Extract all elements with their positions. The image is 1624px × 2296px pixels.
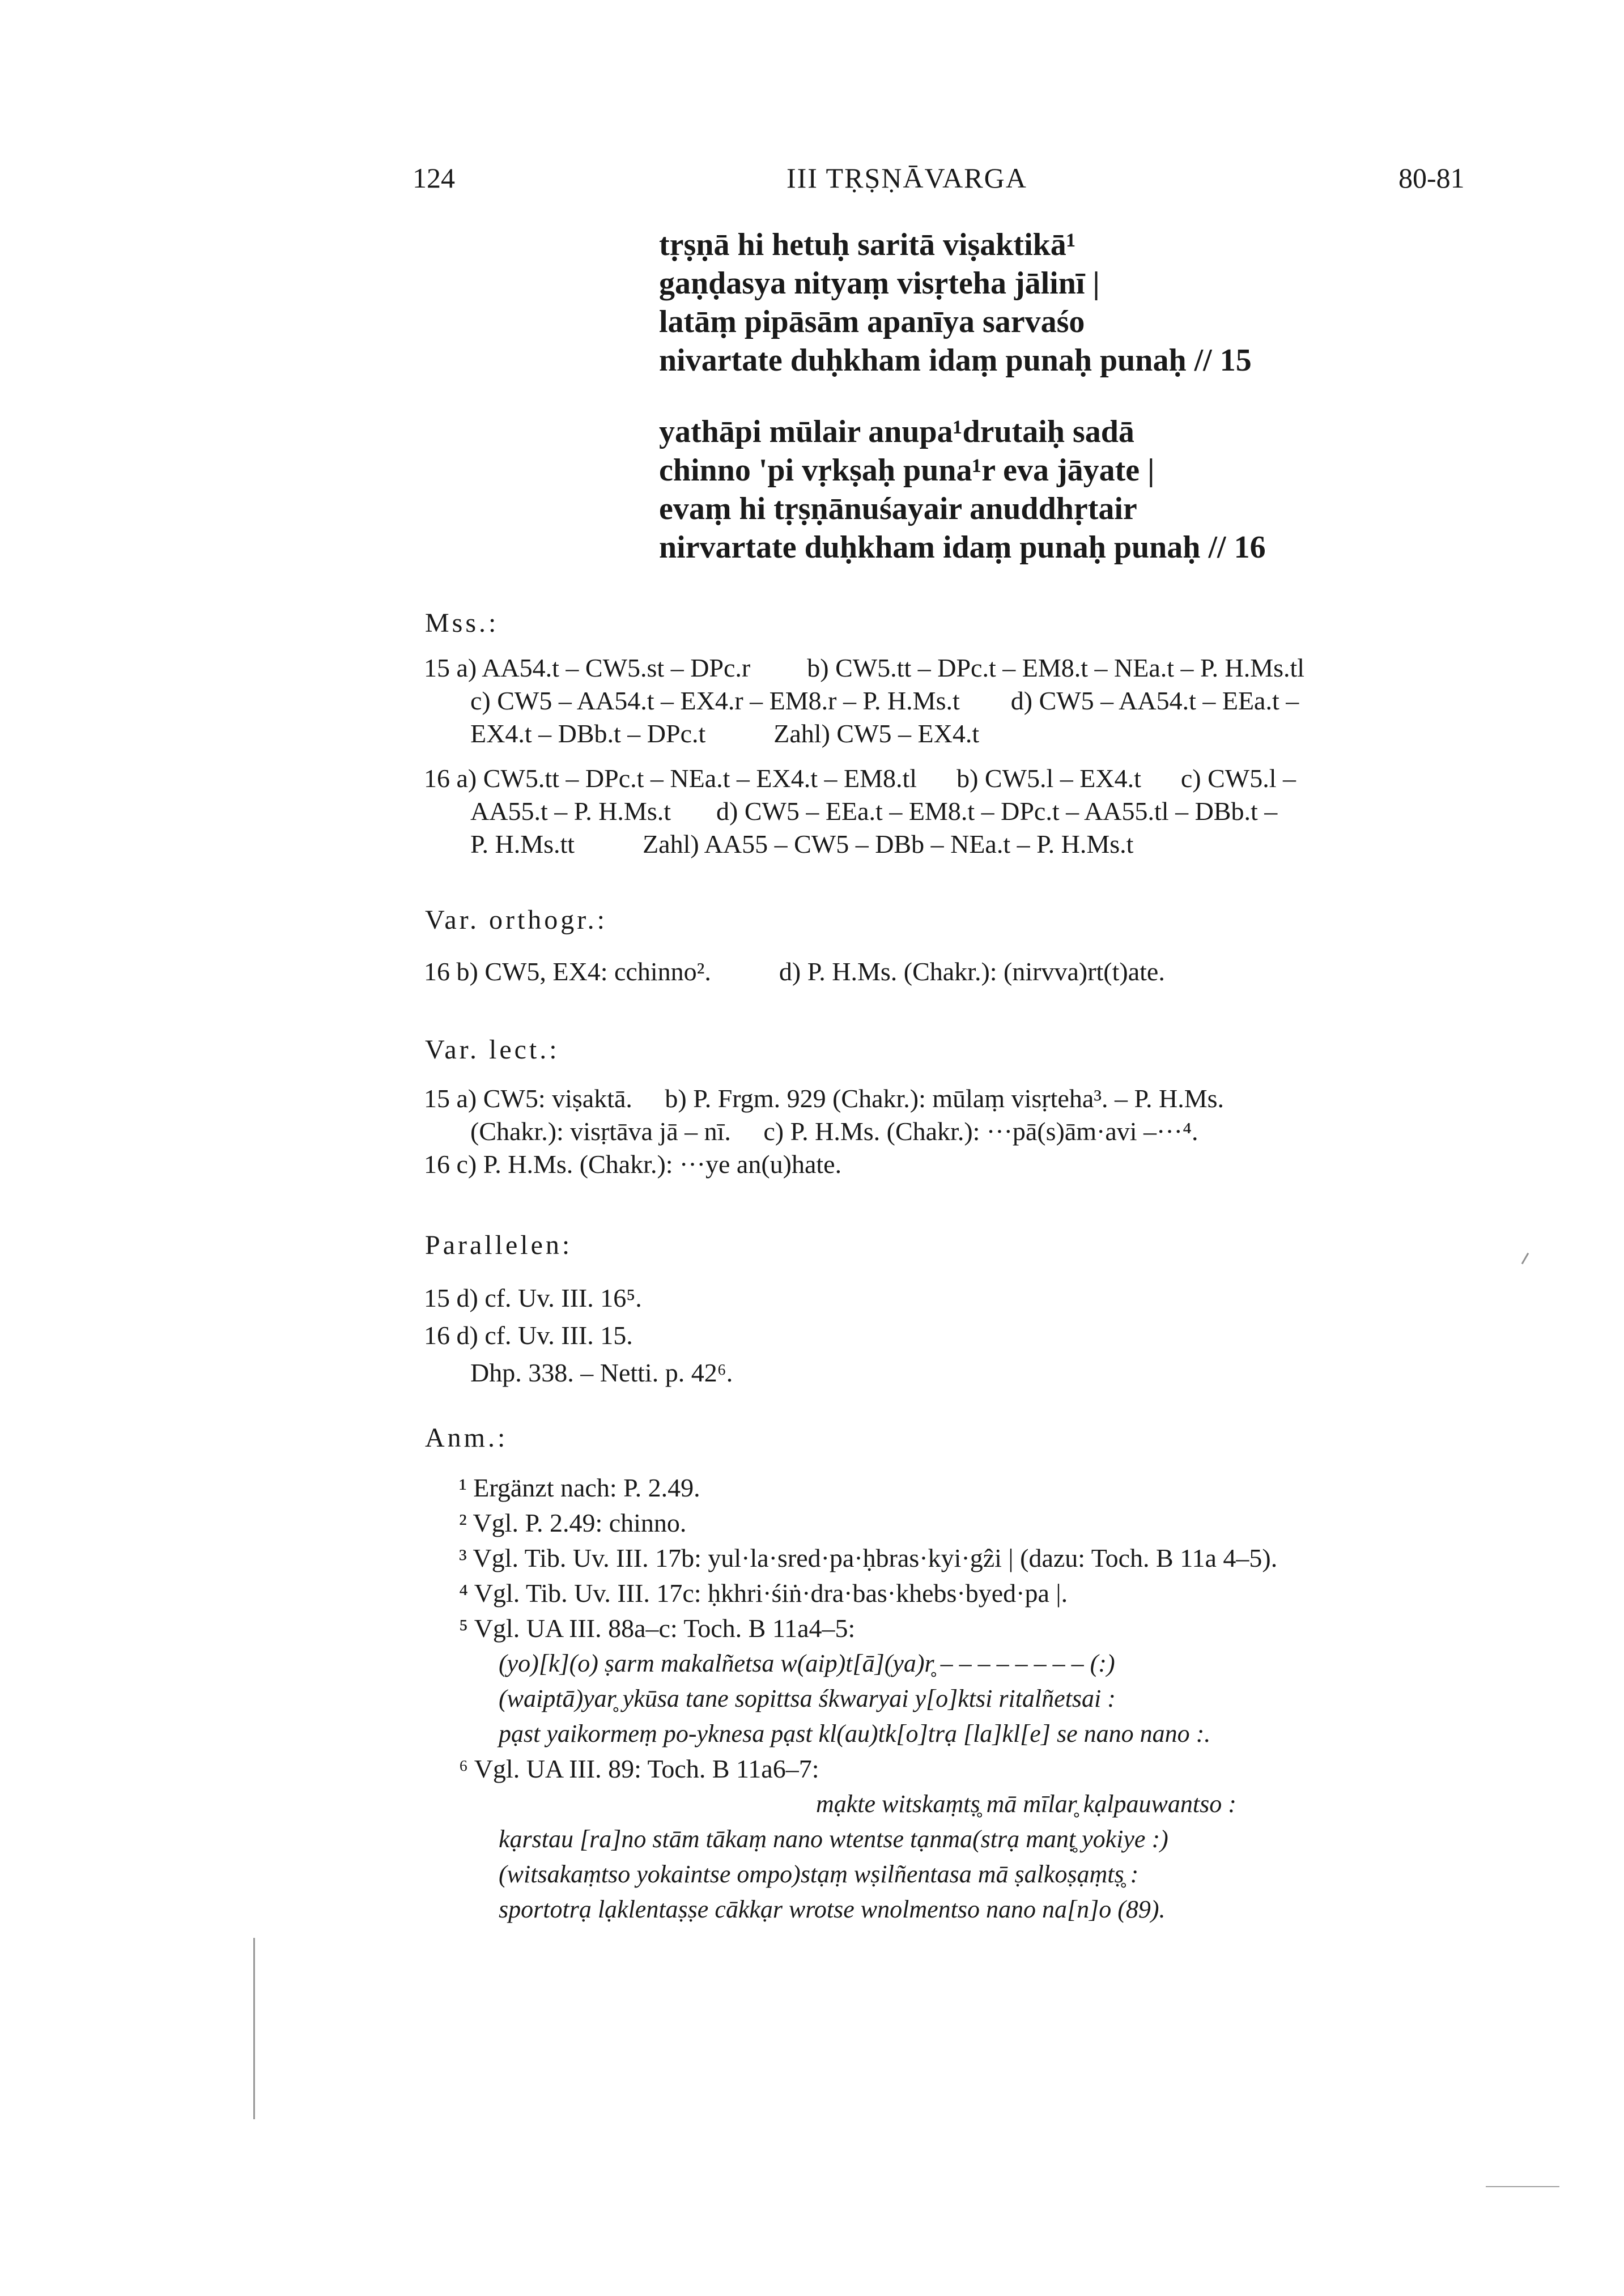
var-lect xyxy=(424,1082,1224,1181)
parallelen xyxy=(424,1279,733,1392)
mss-16 xyxy=(424,762,1296,861)
parallel-line: Dhp. 338. – Netti. p. 42⁶. xyxy=(470,1358,733,1387)
anm-notes xyxy=(459,1470,1277,1927)
parallel-line: 15 d) cf. Uv. III. 16⁵. xyxy=(424,1283,642,1312)
verse-line: evaṃ hi tṛṣṇānuśayair anuddhṛtair xyxy=(659,491,1137,526)
scan-mark-bottom xyxy=(1486,2186,1559,2187)
toch-line: mạkte witskaṃtṣ̥ mā mīlar̥ kạlpauwantso : xyxy=(816,1790,1236,1818)
var-orthogr-label: Var. orthogr.: xyxy=(425,905,607,935)
scan-mark-left xyxy=(253,1938,255,2119)
mss-line: 16 a) CW5.tt – DPc.t – NEa.t – EX4.t – EM8.tl b) CW5.l – EX4.t c) CW5.l – xyxy=(424,764,1296,793)
parallelen-label: Parallelen: xyxy=(425,1230,573,1260)
toch-line: kạrstau [ra]no stām tākaṃ nano wtentse tạnma(strạ manṭ̥ yokiye :) xyxy=(499,1825,1168,1853)
verse-line: latāṃ pipāsām apanīya sarvaśo xyxy=(659,304,1085,339)
mss-line: c) CW5 – AA54.t – EX4.r – EM8.r – P. H.Ms.t d) CW5 – AA54.t – EEa.t – xyxy=(470,686,1299,715)
verse-15 xyxy=(659,226,1252,380)
page-number: 124 xyxy=(413,162,455,194)
verse-line: gaṇḍasya nityaṃ visṛteha jālinī | xyxy=(659,266,1100,301)
verse-line: nirvartate duḥkham idaṃ punaḥ punaḥ // 16 xyxy=(659,530,1266,565)
note-4: ⁴ Vgl. Tib. Uv. III. 17c: ḥkhri·śiṅ·dra·bas·khebs·byed·pa |. xyxy=(459,1579,1068,1608)
var-lect-line: (Chakr.): visṛtāva jā – nī. c) P. H.Ms. (Chakr.): ···pā(s)ām·avi –···⁴. xyxy=(470,1117,1198,1146)
toch-line: sportotrạ lạklentaṣṣe cākkạr wrotse wnolmentso nano na[n]o (89). xyxy=(499,1895,1166,1923)
mss-line: AA55.t – P. H.Ms.t d) CW5 – EEa.t – EM8.t – DPc.t – AA55.tl – DBb.t – xyxy=(470,797,1278,826)
mss-label: Mss.: xyxy=(425,608,499,638)
var-lect-line: 16 c) P. H.Ms. (Chakr.): ···ye an(u)hate. xyxy=(424,1150,842,1179)
note-1: ¹ Ergänzt nach: P. 2.49. xyxy=(459,1473,700,1502)
var-orthogr-line: 16 b) CW5, EX4: cchinno². d) P. H.Ms. (Chakr.): (nirvva)rt(t)ate. xyxy=(424,957,1165,986)
toch-line: (waiptā)yar̥ ykūsa tane sopittsa śkwaryai y[o]ktsi ritalñetsai : xyxy=(499,1685,1116,1712)
note-5: ⁵ Vgl. UA III. 88a–c: Toch. B 11a4–5: xyxy=(459,1614,856,1643)
parallel-line: 16 d) cf. Uv. III. 15. xyxy=(424,1321,633,1350)
verse-line: chinno 'pi vṛkṣaḥ puna¹r eva jāyate | xyxy=(659,453,1155,488)
toch-line: (yo)[k](o) ṣarm makalñetsa w(aip)t[ā](ya)r̥ – – – – – – – – (:) xyxy=(499,1649,1115,1677)
note-2: ² Vgl. P. 2.49: chinno. xyxy=(459,1508,687,1537)
note-6-toch xyxy=(459,1787,1277,1927)
verse-line: yathāpi mūlair anupa¹drutaiḥ sadā xyxy=(659,414,1134,449)
note-3: ³ Vgl. Tib. Uv. III. 17b: yul·la·sred·pa·ḥbras·kyi·gẑi | (dazu: Toch. B 11a 4–5). xyxy=(459,1544,1278,1572)
mss-15 xyxy=(424,652,1304,750)
running-title: III TṚṢṆĀVARGA xyxy=(787,162,1027,194)
verse-range: 80-81 xyxy=(1398,162,1465,194)
var-lect-line: 15 a) CW5: viṣaktā. b) P. Frgm. 929 (Chakr.): mūlaṃ visṛteha³. – P. H.Ms. xyxy=(424,1084,1225,1113)
toch-line: pạst yaikormeṃ po-yknesa pạst kl(au)tk[o]trạ [la]kl[e] se nano nano :. xyxy=(499,1720,1211,1747)
scan-mark-right xyxy=(1521,1253,1529,1265)
mss-line: 15 a) AA54.t – CW5.st – DPc.r b) CW5.tt – DPc.t – EM8.t – NEa.t – P. H.Ms.tl xyxy=(424,653,1305,682)
mss-line: P. H.Ms.tt Zahl) AA55 – CW5 – DBb – NEa.t – P. H.Ms.t xyxy=(470,830,1134,858)
var-lect-label: Var. lect.: xyxy=(425,1035,560,1065)
note-5-toch xyxy=(459,1646,1277,1751)
mss-line: EX4.t – DBb.t – DPc.t Zahl) CW5 – EX4.t xyxy=(470,719,980,748)
verse-line: tṛṣṇā hi hetuḥ saritā viṣaktikā¹ xyxy=(659,227,1076,262)
verse-16 xyxy=(659,413,1266,567)
note-6: ⁶ Vgl. UA III. 89: Toch. B 11a6–7: xyxy=(459,1754,819,1783)
verse-line: nivartate duḥkham idaṃ punaḥ punaḥ // 15 xyxy=(659,343,1252,378)
toch-line: (witsakaṃtso yokaintse ompo)stạṃ wṣilñentasa mā ṣalkoṣạṃtṣ̥ : xyxy=(499,1860,1139,1888)
anm-label: Anm.: xyxy=(425,1423,508,1453)
